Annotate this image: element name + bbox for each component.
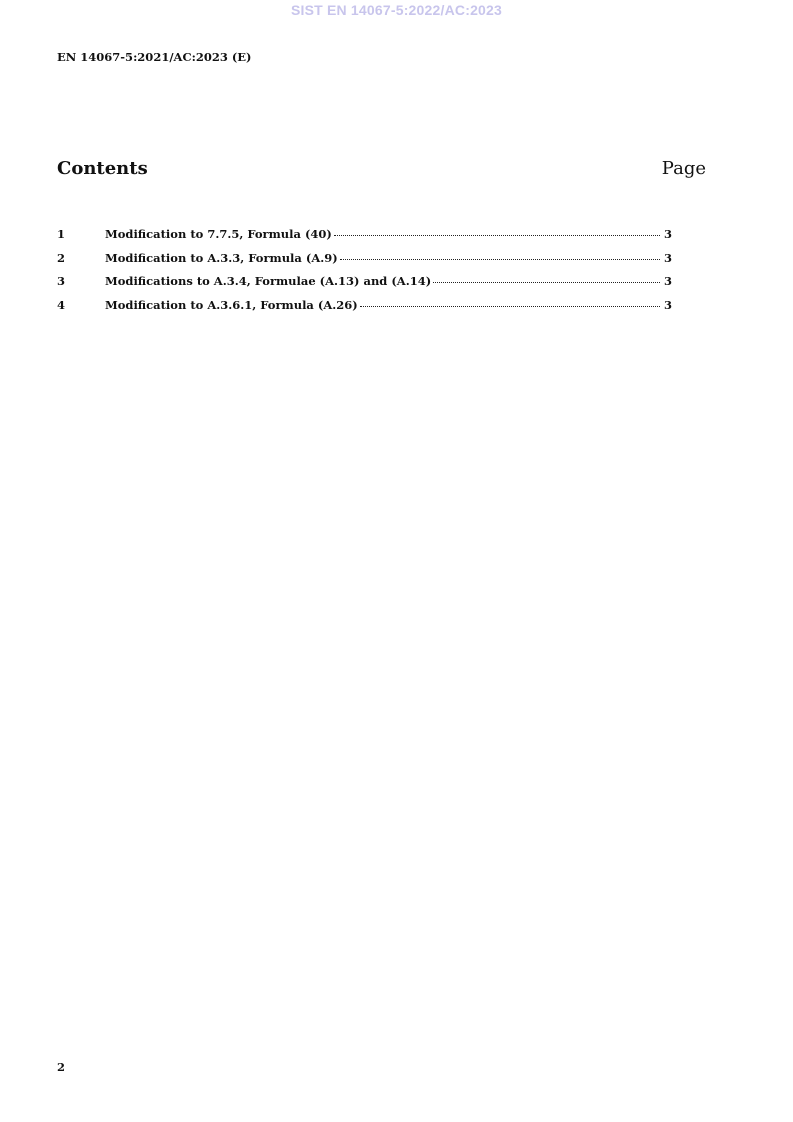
toc-entry-1[interactable] bbox=[57, 227, 672, 251]
toc-entry-2[interactable] bbox=[57, 251, 672, 275]
table-of-contents bbox=[57, 227, 672, 322]
toc-entry-page[interactable]: 3 bbox=[663, 274, 672, 289]
toc-dot-leader bbox=[360, 305, 660, 307]
toc-entry-number: 2 bbox=[57, 250, 66, 265]
toc-entry-title[interactable]: Modification to 7.7.5, Formula (40) bbox=[105, 227, 332, 241]
page-column-label: Page bbox=[661, 158, 706, 179]
watermark-text: SIST EN 14067-5:2022/AC:2023 bbox=[290, 2, 503, 18]
toc-dot-leader bbox=[433, 281, 660, 283]
contents-heading: Contents bbox=[57, 158, 148, 179]
toc-entry-number: 3 bbox=[57, 274, 66, 289]
document-identifier: EN 14067-5:2021/AC:2023 (E) bbox=[57, 50, 252, 64]
toc-entry-number: 4 bbox=[57, 298, 66, 313]
page-number: 2 bbox=[57, 1060, 66, 1074]
toc-entry-page[interactable]: 3 bbox=[663, 298, 672, 313]
toc-entry-title[interactable]: Modification to A.3.3, Formula (A.9) bbox=[105, 250, 338, 265]
toc-entry-number: 1 bbox=[57, 227, 66, 241]
toc-dot-leader bbox=[334, 234, 660, 236]
toc-entry-title[interactable]: Modification to A.3.6.1, Formula (A.26) bbox=[105, 298, 358, 313]
toc-entry-3[interactable] bbox=[57, 274, 672, 298]
toc-entry-4[interactable] bbox=[57, 298, 672, 322]
toc-entry-page[interactable]: 3 bbox=[663, 250, 672, 265]
toc-entry-title[interactable]: Modifications to A.3.4, Formulae (A.13) and (A.14) bbox=[105, 274, 432, 289]
toc-entry-page[interactable]: 3 bbox=[663, 227, 672, 241]
toc-dot-leader bbox=[340, 258, 660, 260]
